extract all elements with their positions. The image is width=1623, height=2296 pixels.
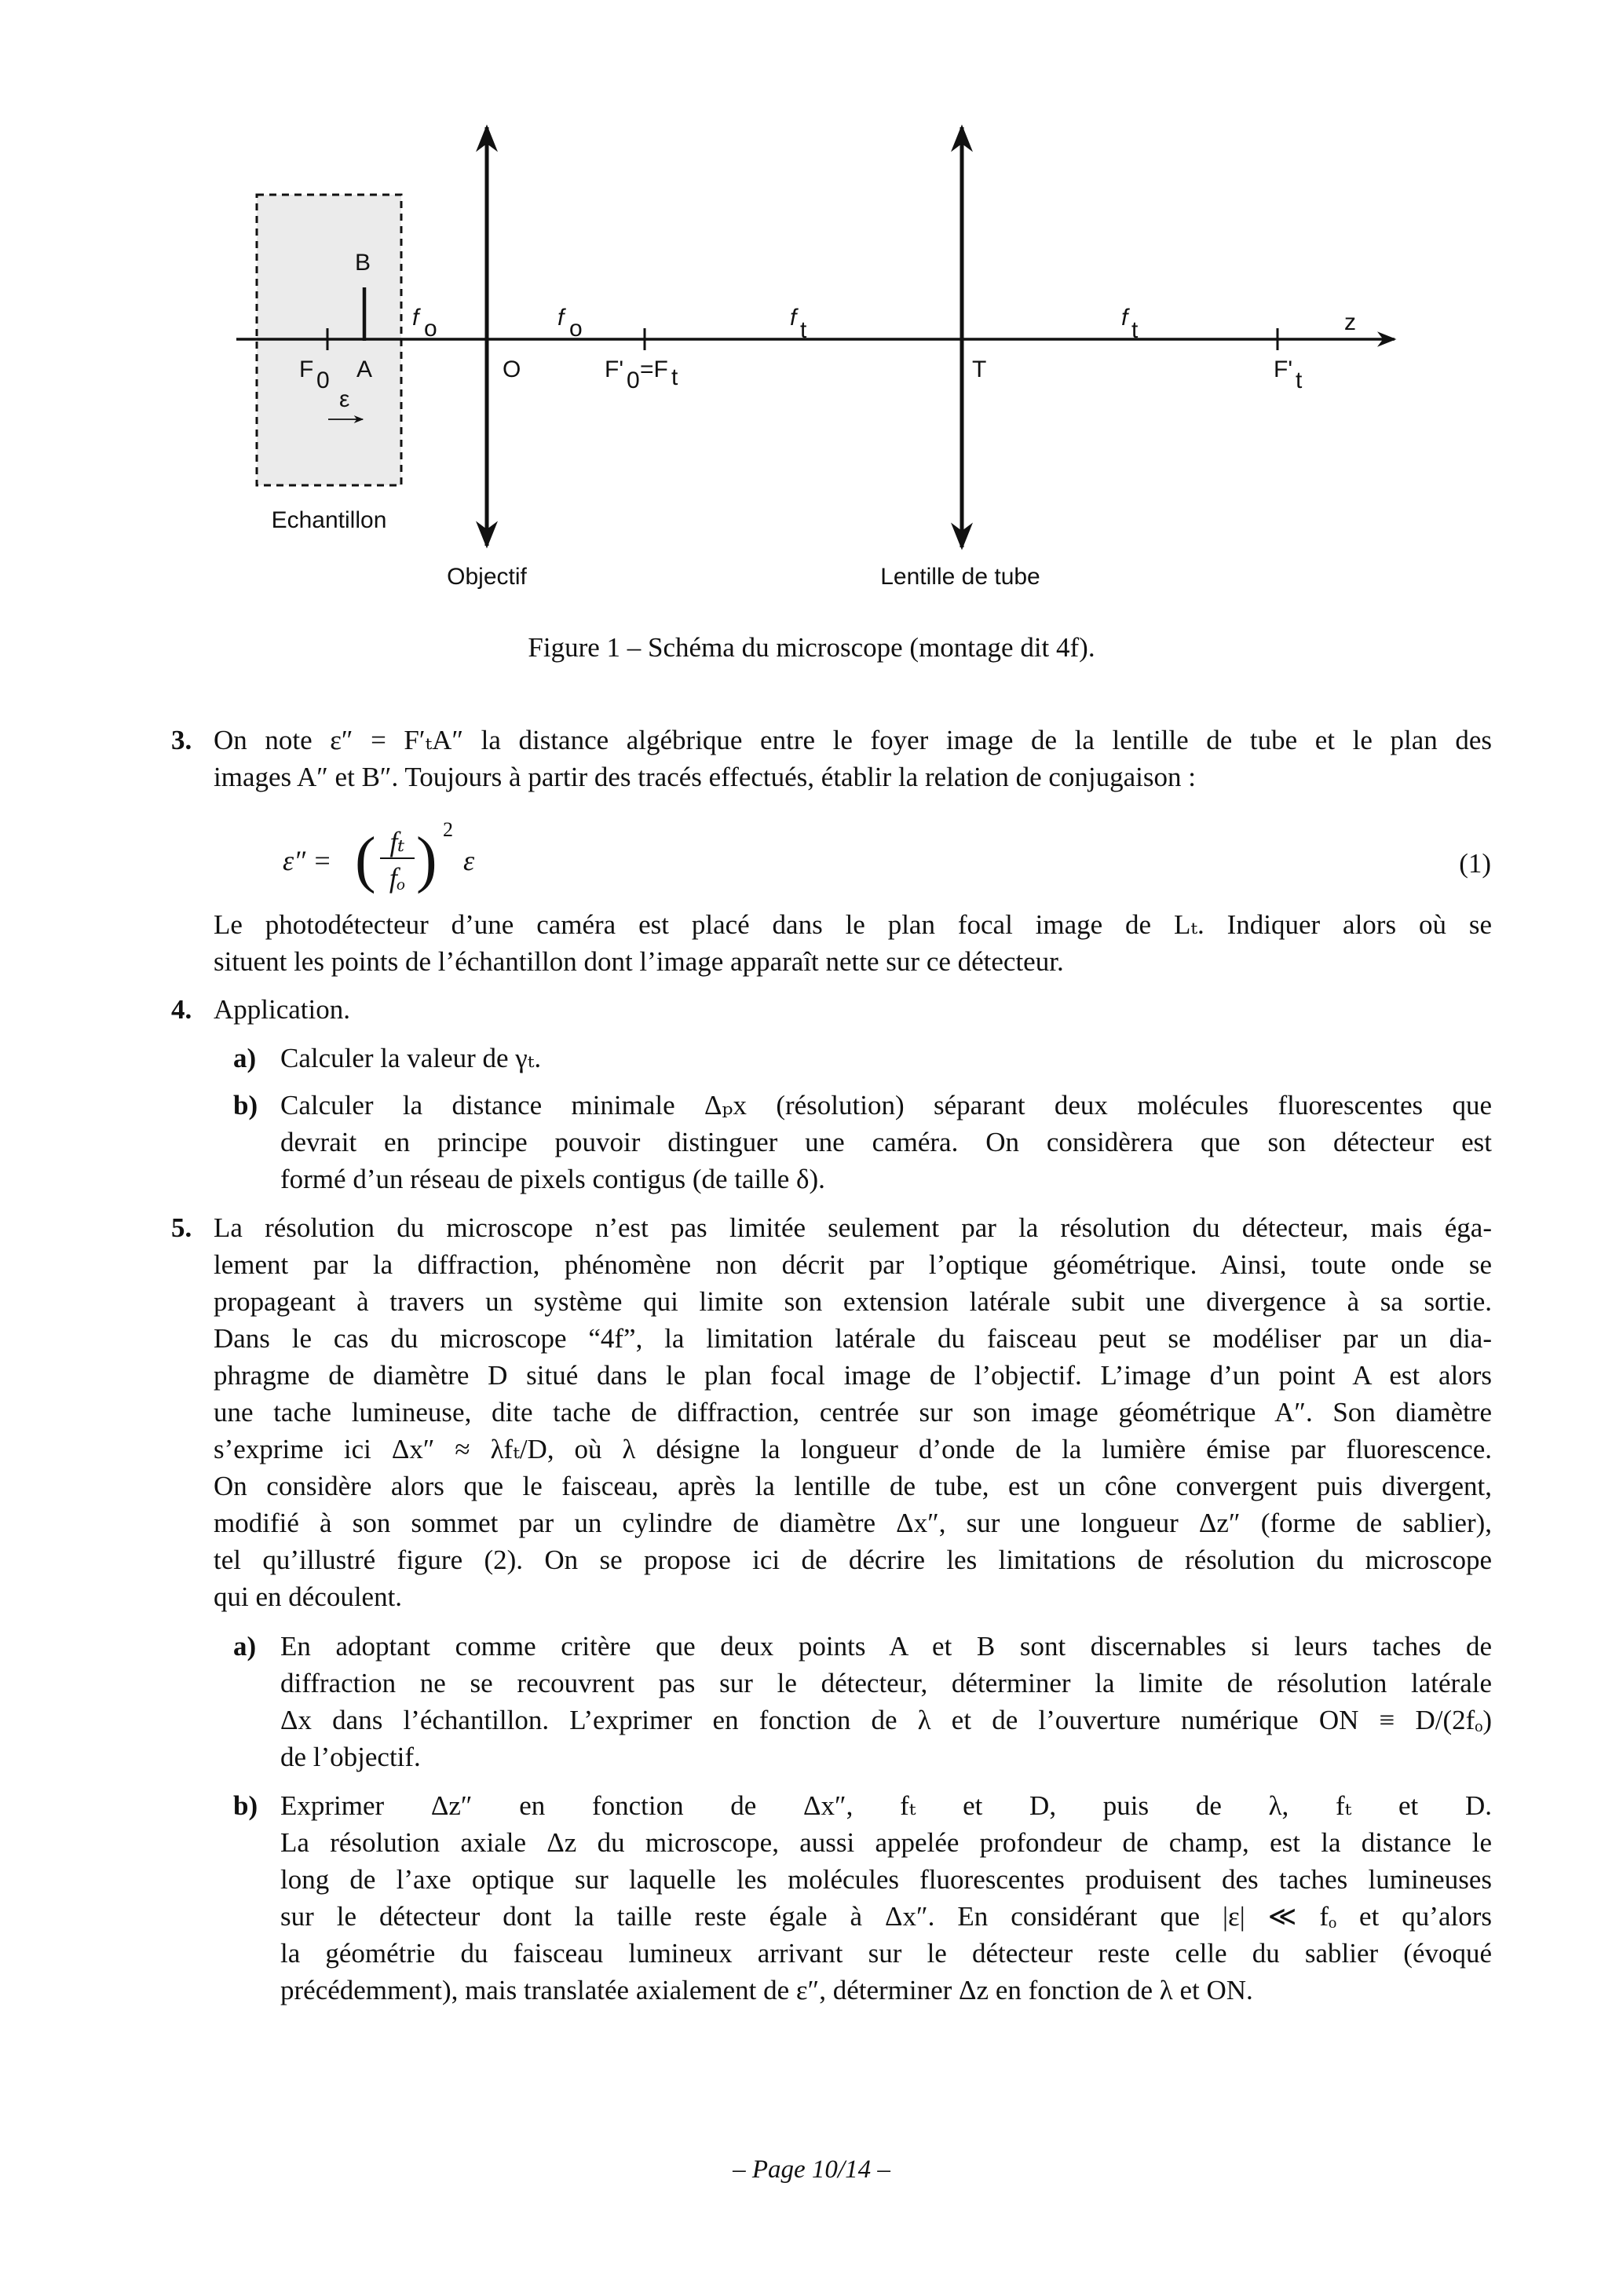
subquestion-label: b)	[233, 1090, 258, 1121]
label-F0prime-eq-sub: t	[671, 364, 678, 390]
label-T: T	[972, 356, 987, 382]
text-line: Δx dans l’échantillon. L’exprimer en fonction de λ et de l’ouverture numérique ON ≡ D/(2fₒ)	[280, 1705, 1492, 1735]
text-line: Dans le cas du microscope “4f”, la limitation latérale du faisceau peut se modéliser par un dia-	[214, 1323, 1492, 1354]
label-F0prime: F'	[605, 356, 624, 382]
question-number: 3.	[171, 725, 192, 755]
label-Ftprime: F'	[1274, 356, 1293, 382]
label-ft-1: f	[790, 305, 797, 331]
label-fo-1-sub: o	[424, 316, 437, 342]
text-line: devrait en principe pouvoir distinguer une caméra. On considèrera que son détecteur est	[280, 1127, 1492, 1157]
text-line: En adoptant comme critère que deux points A et B sont discernables si leurs taches de	[280, 1631, 1492, 1662]
label-O: O	[503, 356, 521, 382]
question-paragraph	[280, 1628, 1492, 1775]
microscope-diagram	[0, 0, 1623, 620]
question-number: 4.	[171, 994, 192, 1025]
label-ft-2-sub: t	[1131, 317, 1139, 343]
question-paragraph	[280, 1040, 1492, 1077]
label-echantillon: Echantillon	[271, 507, 387, 533]
text-line: long de l’axe optique sur laquelle les molécules fluorescentes produisent des taches lumineuses	[280, 1864, 1492, 1895]
text-line: Calculer la valeur de γₜ.	[280, 1043, 542, 1073]
text-line: lement par la diffraction, phénomène non décrit par l’optique géométrique. Ainsi, toute onde se	[214, 1249, 1492, 1280]
text-line: images A″ et B″. Toujours à partir des tracés effectués, établir la relation de conjugaison :	[214, 762, 1196, 792]
text-line: s’exprime ici Δx″ ≈ λfₜ/D, où λ désigne la longueur d’onde de la lumière émise par fluorescence.	[214, 1434, 1492, 1464]
text-line: modifié à son sommet par un cylindre de diamètre Δx″, sur une longueur Δz″ (forme de sablier),	[214, 1508, 1492, 1538]
equation-number: (1)	[1459, 848, 1491, 879]
text-line: La résolution axiale Δz du microscope, aussi appelée profondeur de champ, est la distance le	[280, 1827, 1492, 1858]
label-epsilon: ε	[339, 386, 350, 412]
text-line: Le photodétecteur d’une caméra est placé dans le plan focal image de Lₜ. Indiquer alors où se	[214, 909, 1492, 940]
right-paren: )	[416, 825, 437, 894]
text-line: qui en découlent.	[214, 1581, 403, 1612]
question-paragraph	[280, 1087, 1492, 1197]
text-line: tel qu’illustré figure (2). On se propose ici de décrire les limitations de résolution du microscope	[214, 1545, 1492, 1575]
label-lentille-de-tube: Lentille de tube	[880, 564, 1040, 590]
text-line: La résolution du microscope n’est pas limitée seulement par la résolution du détecteur, mais éga-	[214, 1212, 1492, 1243]
label-ft-1-sub: t	[800, 317, 807, 343]
text-line: une tache lumineuse, dite tache de diffraction, centrée sur son image géométrique A″. Son diamètre	[214, 1397, 1492, 1428]
page-footer: – Page 10/14 –	[733, 2155, 890, 2184]
text-line: Calculer la distance minimale Δₚx (résolution) séparant deux molécules fluorescentes que	[280, 1090, 1492, 1121]
label-z: z	[1344, 309, 1356, 335]
text-line: Application.	[214, 994, 350, 1025]
label-A: A	[356, 356, 373, 382]
text-line: diffraction ne se recouvrent pas sur le détecteur, déterminer la limite de résolution latérale	[280, 1668, 1492, 1698]
equation-rhs: ε	[463, 845, 475, 876]
text-line: de l’objectif.	[280, 1742, 421, 1772]
equation-lhs: ε″ =	[283, 845, 332, 876]
left-paren: (	[355, 825, 376, 894]
question-paragraph	[214, 991, 1492, 1028]
question-paragraph	[214, 906, 1492, 980]
text-line: On considère alors que le faisceau, après la lentille de tube, est un cône convergent puis divergent,	[214, 1471, 1492, 1501]
fraction-denominator: fₒ	[389, 862, 406, 894]
label-F0-sub: 0	[316, 367, 330, 393]
question-number: 5.	[171, 1212, 192, 1243]
question-paragraph	[214, 1209, 1492, 1615]
label-fo-2-sub: o	[569, 316, 583, 342]
subquestion-label: b)	[233, 1790, 258, 1821]
label-objectif: Objectif	[447, 564, 527, 590]
label-fo-1: f	[412, 305, 419, 331]
exponent: 2	[443, 818, 453, 841]
label-F0prime-eq: =F	[640, 356, 668, 382]
label-Ftprime-sub: t	[1296, 367, 1303, 393]
subquestion-label: a)	[233, 1631, 257, 1662]
label-ft-2: f	[1121, 305, 1128, 331]
label-fo-2: f	[557, 305, 565, 331]
text-line: propageant à travers un système qui limite son extension latérale subit une divergence à sa sortie.	[214, 1286, 1492, 1317]
subquestion-label: a)	[233, 1043, 257, 1073]
text-line: sur le détecteur dont la taille reste égale à Δx″. En considérant que |ε| ≪ fₒ et qu’alors	[280, 1901, 1492, 1932]
text-line: On note ε″ = F′ₜA″ la distance algébrique entre le foyer image de la lentille de tube et le plan des	[214, 725, 1492, 755]
label-F0: F	[299, 356, 314, 382]
figure-caption: Figure 1 – Schéma du microscope (montage dit 4f).	[528, 632, 1095, 663]
text-line: formé d’un réseau de pixels contigus (de taille δ).	[280, 1164, 825, 1194]
text-line: Exprimer Δz″ en fonction de Δx″, fₜ et D, puis de λ, fₜ et D.	[280, 1790, 1492, 1821]
text-line: phragme de diamètre D situé dans le plan focal image de l’objectif. L’image d’un point A est alors	[214, 1360, 1492, 1391]
question-paragraph	[214, 722, 1492, 795]
text-line: la géométrie du faisceau lumineux arrivant sur le détecteur reste celle du sablier (évoqué	[280, 1938, 1492, 1969]
text-line: situent les points de l’échantillon dont l’image apparaît nette sur ce détecteur.	[214, 946, 1064, 977]
label-B: B	[355, 250, 371, 276]
fraction-numerator: fₜ	[380, 826, 415, 859]
label-F0prime-sub: 0	[627, 367, 640, 393]
text-line: précédemment), mais translatée axialement de ε″, déterminer Δz en fonction de λ et ON.	[280, 1975, 1253, 2005]
question-paragraph	[280, 1787, 1492, 2009]
